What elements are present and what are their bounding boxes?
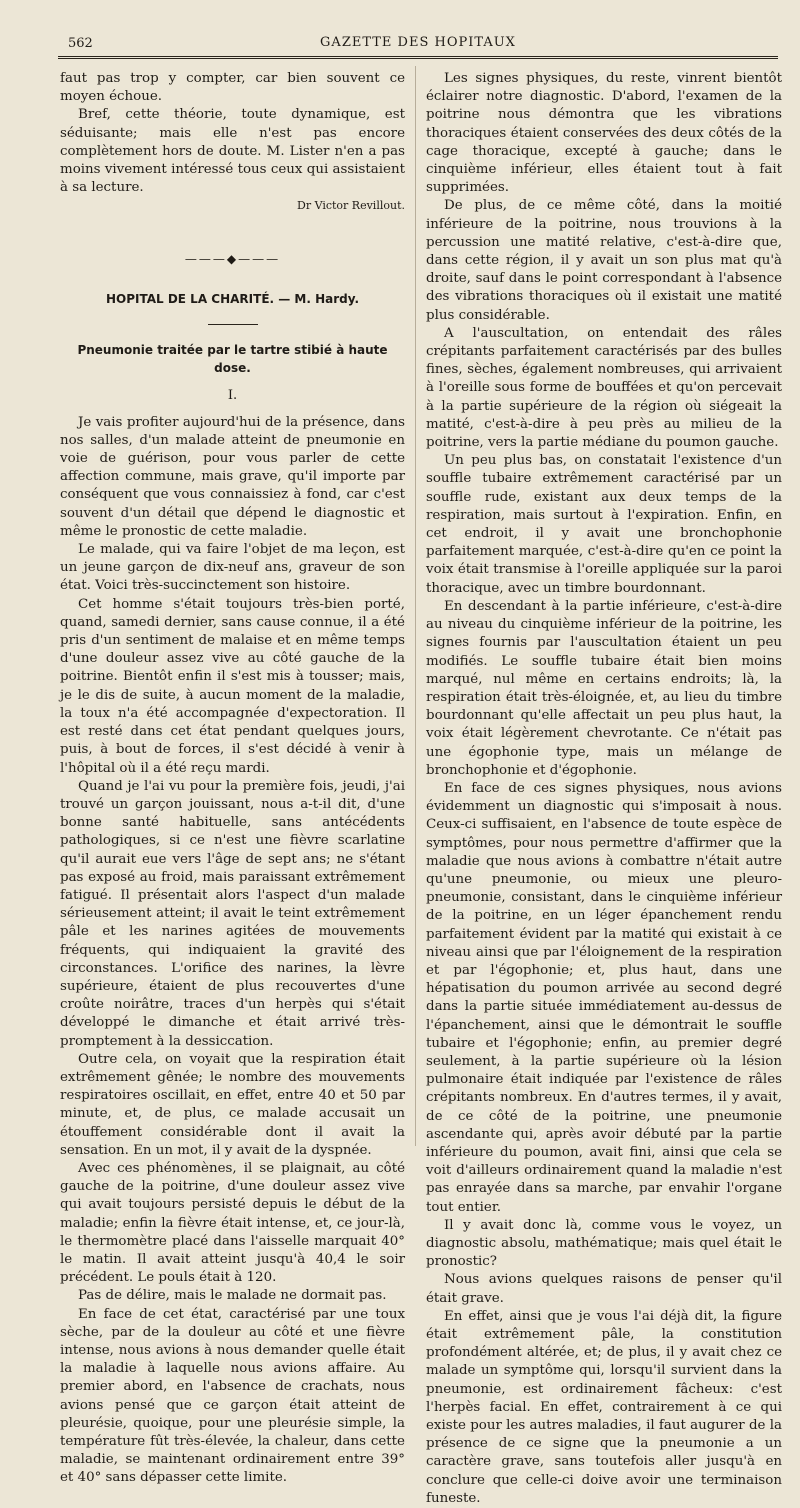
body-paragraph: Il y avait donc là, comme vous le voyez, un diagnostic absolu, mathématique; mais quel était le pronostic? <box>426 1217 782 1270</box>
article-title: Pneumonie traitée par le tartre stibié à haute dose. <box>77 343 388 376</box>
intro-paragraph: Bref, cette théorie, toute dynamique, est séduisante; mais elle n'est pas encore complètement hors de doute. M. Lister n'en a pas moins vivement intéressé tous ceux qui assistaient à sa lecture. <box>60 107 405 196</box>
author-signature: Dr Victor Revillout. <box>297 199 405 213</box>
intro-paragraph: faut pas trop y compter, car bien souvent ce moyen échoue. <box>60 71 405 105</box>
body-paragraph: Nous avions quelques raisons de penser qu'il était grave. <box>426 1272 782 1306</box>
right-column <box>426 70 782 1506</box>
column-divider <box>415 66 416 1146</box>
body-paragraph: Avec ces phénomènes, il se plaignait, au côté gauche de la poitrine, d'une douleur assez vive qui avait toujours persisté depuis le début de la maladie; enfin la fièvre était intense, et, ce jour-là, le thermomètre placé dans l'aisselle marquait 40° le matin. Il avait atteint jusqu'à 40,4 le soir précédent. Le pouls était à 120. <box>60 1160 405 1286</box>
page-number: 562 <box>68 36 93 51</box>
body-paragraph: Les signes physiques, du reste, vinrent bientôt éclairer notre diagnostic. D'abord, l'examen de la poitrine nous démontra que les vibrations thoraciques étaient conservées des deux côtés de la cage thoracique, excepté à gauche; dans le cinquième inférieur, elles étaient tout à fait supprimées. <box>426 71 782 196</box>
body-paragraph: Cet homme s'était toujours très-bien porté, quand, samedi dernier, sans cause connue, il a été pris d'un sentiment de malaise et en même temps d'une douleur assez vive au côté gauche de la poitrine. Bientôt enfin il s'est mis à tousser; mais, je le dis de suite, à aucun moment de la maladie, la toux n'a été accompagnée d'expectoration. Il est resté dans cet état pendant quelques jours, puis, à bout de forces, il s'est décidé à venir à l'hôpital où il a été reçu mardi. <box>60 596 405 776</box>
body-paragraph: De plus, de ce même côté, dans la moitié inférieure de la poitrine, nous trouvions à la percussion une matité relative, c'est-à-dire que, dans cette région, il y avait un son plus mat qu'à droite, sauf dans le point correspondant à l'absence des vibrations thoraciques où il existait une matité plus considérable. <box>426 198 782 323</box>
body-paragraph: Le malade, qui va faire l'objet de ma leçon, est un jeune garçon de dix-neuf ans, graveur de son état. Voici très-succinctement son histoire. <box>60 542 405 594</box>
body-paragraph: Quand je l'ai vu pour la première fois, jeudi, j'ai trouvé un garçon jouissant, nous a-t-il dit, d'une bonne santé habituelle, sans antécédents pathologiques, si ce n'est une fièvre scarlatine qu'il aurait eue vers l'âge de sept ans; ne s'étant pas exposé au froid, mais paraissant extrêmement fatigué. Il présentait alors l'aspect d'un malade sérieusement atteint; il avait le teint extrêmement pâle et les narines agitées de mouvements fréquents, qui indiquaient la gravité des circonstances. L'orifice des narines, la lèvre supérieure, étaient de plus recouvertes d'une croûte noirâtre, traces d'un herpès qui s'était développé le dimanche et était arrivé très-promptement à la dessiccation. <box>60 778 405 1049</box>
left-column <box>60 70 405 1486</box>
body-paragraph: En face de cet état, caractérisé par une toux sèche, par de la douleur au côté et une fièvre intense, nous avions à nous demander quelle était la maladie à laquelle nous avions affaire. Au premier abord, en l'absence de crachats, nous avions pensé que ce garçon était atteint de pleurésie, quoique, pour une pleurésie simple, la température fût très-élevée, la chaleur, dans cette maladie, se maintenant ordinairement entre 39° et 40° sans dépasser cette limite. <box>60 1306 405 1486</box>
heading-rule <box>208 324 258 325</box>
body-paragraph: En effet, ainsi que je vous l'ai déjà dit, la figure était extrêmement pâle, la constitution profondément altérée, et; de plus, il y avait chez ce malade un symptôme qui, lorsqu'il survient dans la pneumonie, est ordinairement fâcheux: c'est l'herpès facial. En effet, contrairement à ce qui existe pour les autres maladies, il faut augurer de la présence de ce signe que la pneumonie a un caractère grave, sans toutefois aller jusqu'à en conclure que celle-ci doive avoir une terminaison funeste. <box>426 1308 782 1506</box>
page-header <box>58 30 778 59</box>
body-paragraph: Un peu plus bas, on constatait l'existence d'un souffle tubaire extrêmement caractérisé par un souffle rude, existant aux deux temps de la respiration, mais surtout à l'expiration. Enfin, en cet endroit, il y avait une bronchophonie parfaitement marquée, c'est-à-dire qu'en ce point la voix était transmise à l'oreille appliquée sur la paroi thoracique, avec un timbre bourdonnant. <box>426 453 782 596</box>
hospital-heading: HOPITAL DE LA CHARITÉ. — M. Hardy. <box>105 291 360 306</box>
body-paragraph: En descendant à la partie inférieure, c'est-à-dire au niveau du cinquième inférieur de la poitrine, les signes fournis par l'auscultation étaient un peu modifiés. Le souffle tubaire était bien moins marqué, nul même en certains endroits; là, la respiration était très-éloignée, et, au lieu du timbre bourdonnant qu'elle affectait un peu plus haut, la voix était légèrement chevrotante. Ce n'était pas une égophonie type, mais un mélange de bronchophonie et d'égophonie. <box>426 598 782 778</box>
body-paragraph: A l'auscultation, on entendait des râles crépitants parfaitement caractérisés par des bulles fines, sèches, également nombreuses, qui arrivaient à l'oreille sous forme de bouffées et qu'on percevait à la partie supérieure de la région où siégeait la matité, c'est-à-dire à peu près au milieu de la poitrine, vers la partie médiane du poumon gauche. <box>426 325 782 451</box>
body-paragraph: Pas de délire, mais le malade ne dormait pas. <box>78 1288 387 1304</box>
body-paragraph: En face de ces signes physiques, nous avions évidemment un diagnostic qui s'imposait à nous. Ceux-ci suffisaient, en l'absence de toute espèce de symptômes, pour nous permettre d'affirmer que la maladie que nous avions à combattre n'était autre qu'une pneumonie, ou mieux une pleuro-pneumonie, consistant, dans le cinquième inférieur de la poitrine, en un léger épanchement rendu parfaitement évident par la matité qui existait à ce niveau ainsi que par l'éloignement de la respiration et par l'égophonie; et, plus haut, dans une hépatisation du poumon arrivée au second degré dans la partie située immédiatement au-dessus de l'épanchement, ainsi que le démontrait le souffle tubaire et l'égophonie; enfin, au premier degré seulement, à la partie supérieure où la lésion pulmonaire était indiquée par l'existence de râles crépitants nombreux. En d'autres termes, il y avait, de ce côté de la poitrine, une pneumonie ascendante qui, après avoir débuté par la partie inférieure du poumon, avait fini, ainsi que cela se voit d'ailleurs ordinairement quand la maladie n'est pas enrayée dans sa marche, par envahir l'organe tout entier. <box>426 780 782 1215</box>
running-title: GAZETTE DES HOPITAUX <box>320 35 516 50</box>
section-number: I. <box>227 388 238 404</box>
body-paragraph: Je vais profiter aujourd'hui de la présence, dans nos salles, d'un malade atteint de pneumonie en voie de guérison, pour vous parler de cette affection commune, mais grave, qu'il importe par conséquent que vous connaissiez à fond, car c'est souvent d'un détail que dépend le diagnostic et même le pronostic de cette maladie. <box>60 414 405 539</box>
body-paragraph: Outre cela, on voyait que la respiration était extrêmement gênée; le nombre des mouvements respiratoires oscillait, en effet, entre 40 et 50 par minute, et, de plus, ce malade accusait un étouffement considérable dont il avait la sensation. En un mot, il y avait de la dyspnée. <box>60 1051 405 1158</box>
section-ornament: ———◆——— <box>184 251 281 266</box>
